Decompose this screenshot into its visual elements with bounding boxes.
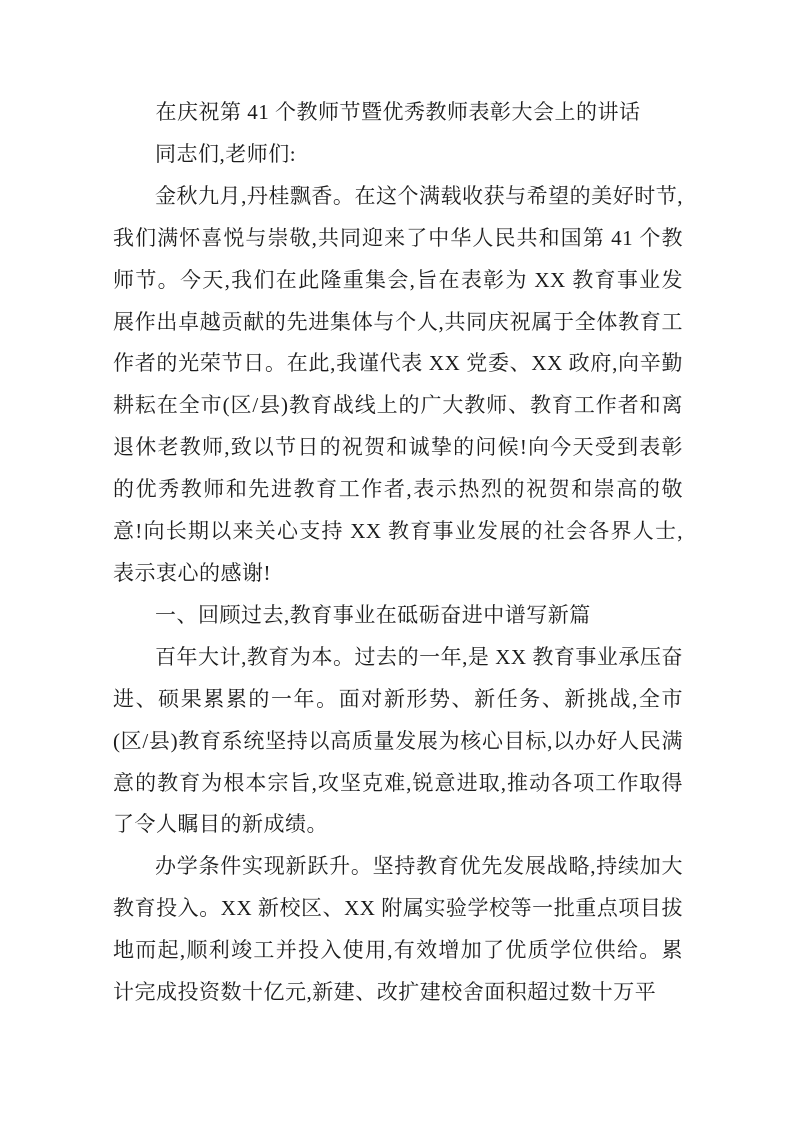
paragraph-review: 百年大计,教育为本。过去的一年,是 XX 教育事业承压奋进、硕果累累的一年。面对新形势、新任务、新挑战,全市(区/县)教育系统坚持以高质量发展为核心目标,以办好人民满意的教育为根本宗旨,攻坚克难,锐意进取,推动各项工作取得了令人瞩目的新成绩。: [113, 644, 683, 837]
salutation-line: 同志们,老师们:: [155, 141, 297, 166]
paragraph-school-conditions: 办学条件实现新跃升。坚持教育优先发展战略,持续加大教育投入。XX 新校区、XX 附属实验学校等一批重点项目拔地而起,顺利竣工并投入使用,有效增加了优质学位供给。累计完成投资数十亿元,新建、改扩建校舍面积超过数十万平: [113, 854, 683, 1005]
section-heading-1: 一、回顾过去,教育事业在砥砺奋进中谱写新篇: [155, 602, 591, 627]
paragraph-opening: 金秋九月,丹桂飘香。在这个满载收获与希望的美好时节,我们满怀喜悦与崇敬,共同迎来了中华人民共和国第 41 个教师节。今天,我们在此隆重集会,旨在表彰为 XX 教育事业发展作出卓越贡献的先进集体与个人,共同庆祝属于全体教育工作者的光荣节日。在此,我谨代表 XX 党委、XX 政府,向辛勤耕耘在全市(区/县)教育战线上的广大教师、教育工作者和离退休老教师,致以节日的祝贺和诚挚的问候!向今天受到表彰的优秀教师和先进教育工作者,表示热烈的祝贺和崇高的敬意!向长期以来关心支持 XX 教育事业发展的社会各界人士,表示衷心的感谢!: [113, 183, 683, 585]
document-body: [113, 92, 683, 1014]
document-title: 在庆祝第 41 个教师节暨优秀教师表彰大会上的讲话: [155, 100, 641, 124]
